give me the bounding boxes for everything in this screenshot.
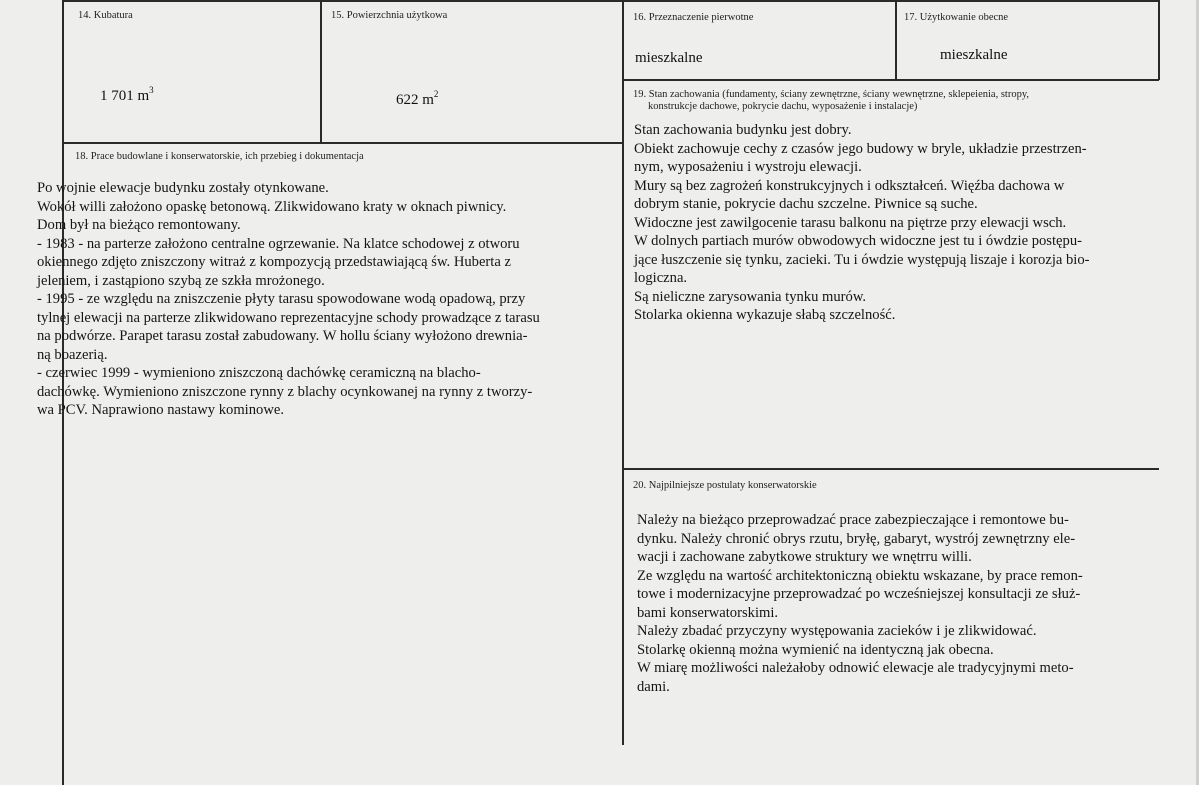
divider-14-18 bbox=[62, 142, 623, 144]
text-line: nym, wyposażeniu i wystroju elewacji. bbox=[634, 159, 862, 175]
text-line: bami konserwatorskimi. bbox=[637, 604, 779, 621]
kubatura-exponent: 3 bbox=[149, 85, 154, 95]
field-15-label: 15. Powierzchnia użytkowa bbox=[331, 10, 448, 21]
text-line: Należy na bieżąco przeprowadzać prace zabezpieczające i remontowe bu- bbox=[637, 512, 1069, 528]
text-line: ną boazerią. bbox=[37, 346, 108, 363]
field-16-value: mieszkalne bbox=[635, 50, 703, 66]
text-line: jące łuszczenie się tynku, zacieki. Tu i ówdzie występują liszaje i korozja bio- bbox=[634, 251, 1090, 268]
text-line: dachówkę. Wymieniono zniszczone rynny z blachy ocynkowanej na rynny z tworzy- bbox=[37, 383, 533, 400]
text-line: dami. bbox=[637, 678, 670, 695]
text-line: Stolarkę okienną można wymienić na identyczną jak obecna. bbox=[637, 641, 994, 658]
field-19-label-line1: 19. Stan zachowania (fundamenty, ściany zewnętrzne, ściany wewnętrzne, sklepeienia, stropy, bbox=[633, 89, 1030, 100]
text-line: Wokół willi założono opaskę betonową. Zlikwidowano kraty w oknach piwnicy. bbox=[37, 198, 507, 215]
text-line: Stolarka okienna wykazuje słabą szczelność. bbox=[634, 307, 896, 323]
field-18-text bbox=[37, 179, 603, 420]
text-line: Są nieliczne zarysowania tynku murów. bbox=[634, 288, 867, 305]
divider-14-15 bbox=[320, 0, 322, 142]
divider-19-20 bbox=[622, 468, 1159, 470]
field-20-label: 20. Najpilniejsze postulaty konserwatorskie bbox=[633, 480, 817, 491]
text-line: towe i modernizacyjne przeprowadzać po wcześniejszej konsultacji ze służ- bbox=[637, 586, 1081, 602]
text-line: dobrym stanie, pokrycie dachu szczelne. Piwnice są suche. bbox=[634, 196, 978, 212]
text-line: Dom był na bieżąco remontowany. bbox=[37, 217, 241, 233]
text-line: Mury są bez zagrożeń konstrukcyjnych i odkształceń. Więźba dachowa w bbox=[634, 177, 1065, 194]
area-exponent: 2 bbox=[433, 89, 439, 99]
text-line: Obiekt zachowuje cechy z czasów jego budowy w bryle, układzie przestrzen- bbox=[634, 140, 1087, 157]
text-line: Widoczne jest zawilgocenie tarasu balkonu na piętrze przy elewacji wsch. bbox=[634, 214, 1067, 231]
text-line: Stan zachowania budynku jest dobry. bbox=[634, 122, 852, 138]
text-line: - czerwiec 1999 - wymieniono zniszczoną dachówkę ceramiczną na blacho- bbox=[37, 365, 481, 381]
text-line: tylnej elewacji na parterze zlikwidowano reprezentacyjne schody prowadzące z tarasu bbox=[37, 309, 540, 326]
kubatura-value: 1 701 m bbox=[100, 88, 150, 104]
field-19-label-line2: konstrukcje dachowe, pokrycie dachu, wyposażenie i instalacje) bbox=[648, 101, 918, 112]
field-17-label: 17. Użytkowanie obecne bbox=[904, 12, 1009, 23]
text-line: Ze względu na wartość architektoniczną obiektu wskazane, by prace remon- bbox=[637, 567, 1083, 584]
top-border bbox=[62, 0, 1160, 2]
text-line: wacji i zachowane zabytkowe struktury we wnętrru willi. bbox=[637, 549, 972, 565]
text-line: - 1995 - ze względu na zniszczenie płyty tarasu spowodowane wodą opadową, przy bbox=[37, 291, 526, 307]
text-line: na podwórze. Parapet tarasu został zabudowany. W hollu ściany wyłożono drewnia- bbox=[37, 328, 528, 344]
text-line: okiennego zdjęto zniszczony witraż z kompozycją przedstawiającą św. Huberta z bbox=[37, 254, 511, 270]
text-line: W dolnych partiach murów obwodowych widoczne jest tu i ówdzie postępu- bbox=[634, 233, 1082, 249]
field-17-value: mieszkalne bbox=[940, 47, 1008, 63]
area-value: 622 m bbox=[396, 92, 434, 108]
text-line: Po wojnie elewacje budynku zostały otynkowane. bbox=[37, 180, 329, 196]
text-line: Należy zbadać przyczyny występowania zacieków i je zlikwidować. bbox=[637, 623, 1037, 639]
field-20-text bbox=[637, 511, 1148, 696]
field-19-label bbox=[633, 89, 1143, 113]
text-line: dynku. Należy chronić obrys rzutu, bryłę, gabaryt, wystrój zewnętrzny ele- bbox=[637, 530, 1076, 547]
field-15-value bbox=[396, 90, 438, 109]
text-line: wa PCV. Naprawiono nastawy kominowe. bbox=[37, 402, 284, 418]
field-16-label: 16. Przeznaczenie pierwotne bbox=[633, 12, 754, 23]
field-14-label: 14. Kubatura bbox=[78, 10, 133, 21]
text-line: logiczna. bbox=[634, 270, 688, 286]
center-divider bbox=[622, 0, 624, 745]
field-14-value bbox=[100, 86, 154, 105]
text-line: - 1983 - na parterze założono centralne ogrzewanie. Na klatce schodowej z otworu bbox=[37, 235, 520, 252]
divider-16-19 bbox=[622, 79, 1159, 81]
text-line: W miarę możliwości należałoby odnowić elewacje ale tradycyjnymi meto- bbox=[637, 660, 1074, 676]
field-19-text bbox=[634, 121, 1153, 325]
divider-16-17 bbox=[895, 0, 897, 80]
field-18-label: 18. Prace budowlane i konserwatorskie, ich przebieg i dokumentacja bbox=[75, 151, 364, 162]
right-border bbox=[1158, 0, 1160, 80]
text-line: jeleniem, i zastąpiono szybą ze szkła mrożonego. bbox=[37, 272, 325, 289]
